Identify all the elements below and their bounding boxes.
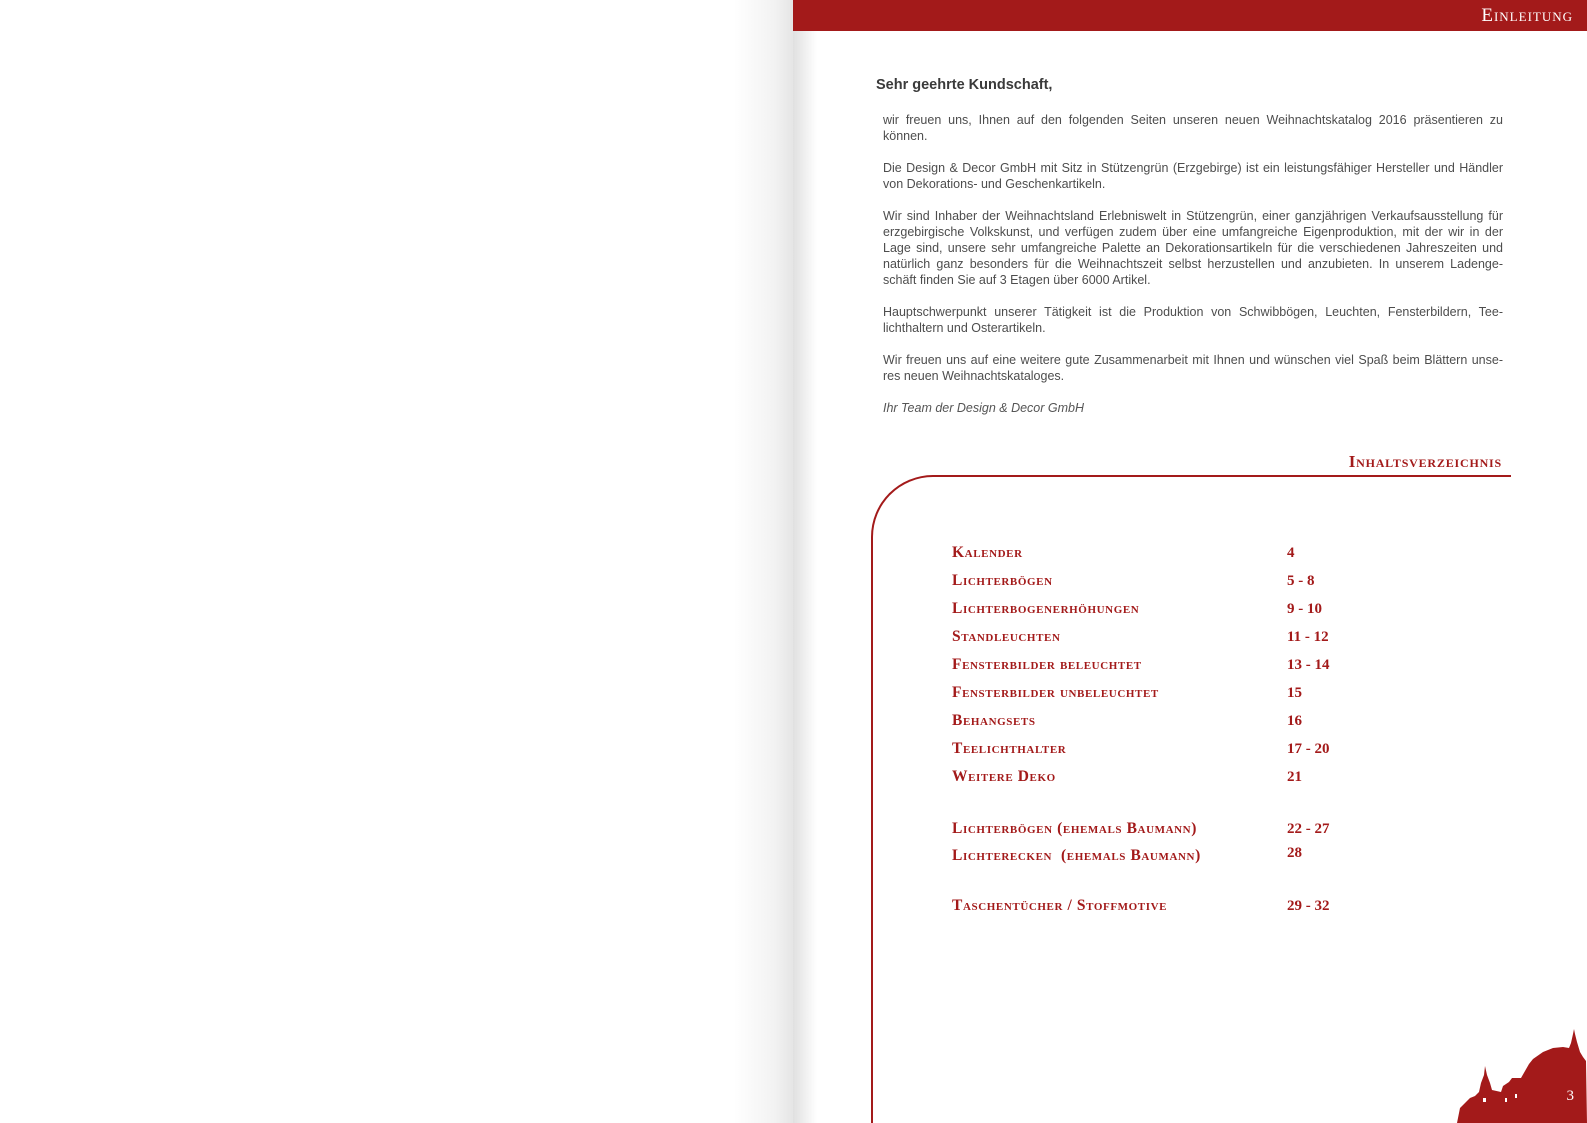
- toc-entry-pages: 9 - 10: [1287, 601, 1322, 617]
- letter-paragraph: Hauptschwerpunkt unserer Tätigkeit ist die Produktion von Schwibbögen, Leuchten, Fensterbildern, Tee-lichthaltern und Osterartikeln.: [883, 305, 1503, 335]
- letter-body: [883, 112, 1503, 432]
- letter-paragraph: Wir sind Inhaber der Weihnachtsland Erlebniswelt in Stützengrün, einer ganzjährigen Verkaufsausstellung für erzgebirgische Volkskunst, und verfügen zudem über eine umfangreiche Eigenproduktion, mit der wir in der Lage sind, unsere sehr umfangreiche Palette an Dekorationsartikeln für die verschiedenen Jahreszeiten und natürlich ganz besonders für die Weihnachtszeit selbst herzustellen und anzubieten. In unserem Ladenge-schäft finden Sie auf 3 Etagen über 6000 Artikel.: [883, 209, 1503, 287]
- letter-paragraph: Wir freuen uns auf eine weitere gute Zusammenarbeit mit Ihnen und wünschen viel Spaß beim Blättern unse-res neuen Weihnachtskataloges.: [883, 353, 1503, 383]
- toc-entry-label: Fensterbilder beleuchtet: [952, 656, 1142, 673]
- toc-entry-label: Lichterbögen (ehemals Baumann): [952, 820, 1197, 837]
- toc-entry[interactable]: [952, 846, 1452, 868]
- toc-entry-pages: 28: [1287, 845, 1302, 861]
- toc-entry-pages: 13 - 14: [1287, 657, 1330, 673]
- letter-signature: Ihr Team der Design & Decor GmbH: [883, 401, 1085, 415]
- toc-entry[interactable]: [952, 543, 1452, 565]
- letter-paragraph: Die Design & Decor GmbH mit Sitz in Stützengrün (Erzgebirge) ist ein leistungsfähiger Hersteller und Händler von Dekorations- und Geschenkartikeln.: [883, 161, 1503, 191]
- toc-entry[interactable]: [952, 571, 1452, 593]
- toc-entry[interactable]: [952, 896, 1452, 918]
- toc-entry-label: Weitere Deko: [952, 768, 1056, 785]
- toc-entry[interactable]: [952, 683, 1452, 705]
- toc-entry-pages: 15: [1287, 685, 1302, 701]
- toc-entry[interactable]: [952, 655, 1452, 677]
- section-title: Einleitung: [1481, 5, 1573, 26]
- toc-entry-pages: 11 - 12: [1287, 629, 1329, 645]
- letter-paragraph: wir freuen uns, Ihnen auf den folgenden Seiten unseren neuen Weihnachtskatalog 2016 präsentieren zu können.: [883, 113, 1503, 143]
- toc-entry-pages: 29 - 32: [1287, 898, 1330, 914]
- toc-entry-label: Taschentücher / Stoffmotive: [952, 897, 1168, 914]
- page-number: 3: [1566, 1088, 1574, 1104]
- toc-entry-label: Kalender: [952, 544, 1023, 561]
- toc-entry-pages: 22 - 27: [1287, 821, 1330, 837]
- toc-entry-pages: 21: [1287, 769, 1302, 785]
- section-header-bar: [793, 0, 1587, 31]
- left-page-blank: [0, 0, 793, 1123]
- toc-entry-label: Standleuchten: [952, 628, 1061, 645]
- toc-entry-label: Lichterecken (ehemals Baumann): [952, 847, 1201, 864]
- toc-entry[interactable]: [952, 767, 1452, 789]
- toc-entry-pages: 16: [1287, 713, 1302, 729]
- toc-entry-label: Lichterbögen: [952, 572, 1053, 589]
- toc-heading: Inhaltsverzeichnis: [1348, 452, 1502, 471]
- town-skyline-silhouette-icon: [1457, 1028, 1587, 1123]
- toc-entry[interactable]: [952, 739, 1452, 761]
- right-page: [793, 0, 1587, 1123]
- toc-entry-label: Teelichthalter: [952, 740, 1067, 757]
- spine-shadow: [733, 0, 793, 1123]
- toc-entry-label: Behangsets: [952, 712, 1036, 729]
- toc-entry[interactable]: [952, 599, 1452, 621]
- toc-entry-pages: 17 - 20: [1287, 741, 1330, 757]
- toc-entry-pages: 4: [1287, 545, 1295, 561]
- toc-entry-pages: 5 - 8: [1287, 573, 1315, 589]
- toc-entry[interactable]: [952, 819, 1452, 841]
- spine-shadow-right: [793, 0, 817, 1123]
- toc-entry[interactable]: [952, 627, 1452, 649]
- toc-entry-label: Fensterbilder unbeleuchtet: [952, 684, 1159, 701]
- toc-entry[interactable]: [952, 711, 1452, 733]
- letter-salutation: Sehr geehrte Kundschaft,: [876, 77, 1053, 93]
- toc-entry-label: Lichterbogenerhöhungen: [952, 600, 1140, 617]
